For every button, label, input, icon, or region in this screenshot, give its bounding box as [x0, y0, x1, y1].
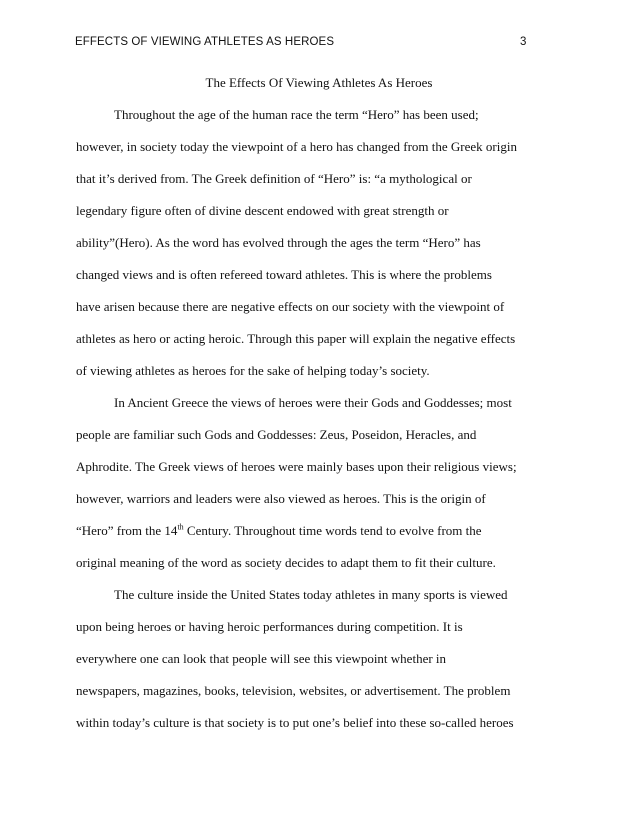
- paragraph-line: however, in society today the viewpoint of a hero has changed from the Greek origin: [76, 139, 517, 154]
- paragraph-line: newspapers, magazines, books, television, websites, or advertisement. The problem: [76, 683, 511, 698]
- paragraph-line: original meaning of the word as society decides to adapt them to fit their culture.: [76, 555, 496, 570]
- document-title: The Effects Of Viewing Athletes As Heroes: [205, 75, 433, 90]
- line-text: Century. Throughout time words tend to evolve from the: [183, 523, 482, 538]
- paragraph-line: athletes as hero or acting heroic. Through this paper will explain the negative effects: [76, 331, 516, 346]
- paragraph-line: within today’s culture is that society is to put one’s belief into these so-called heroes: [76, 715, 514, 730]
- paragraph-line: people are familiar such Gods and Goddesses: Zeus, Poseidon, Heracles, and: [76, 427, 477, 442]
- paragraph-line: of viewing athletes as heroes for the sake of helping today’s society.: [76, 363, 430, 378]
- paragraph-line: however, warriors and leaders were also viewed as heroes. This is the origin of: [76, 491, 486, 506]
- paragraph-line: ability”(Hero). As the word has evolved through the ages the term “Hero” has: [76, 235, 481, 250]
- paragraph-line: that it’s derived from. The Greek definition of “Hero” is: “a mythological or: [76, 171, 472, 186]
- superscript: th: [177, 522, 184, 532]
- line-text: “Hero” from the 14: [76, 523, 178, 538]
- paragraph-line: everywhere one can look that people will see this viewpoint whether in: [76, 651, 447, 666]
- paragraph-line: [76, 523, 482, 539]
- paragraph-line: Throughout the age of the human race the term “Hero” has been used;: [114, 107, 479, 122]
- paragraph-line: Aphrodite. The Greek views of heroes were mainly bases upon their religious views;: [76, 459, 517, 474]
- paragraph-line: changed views and is often refereed toward athletes. This is where the problems: [76, 267, 492, 282]
- paragraph-line: In Ancient Greece the views of heroes were their Gods and Goddesses; most: [114, 395, 512, 410]
- paragraph-line: legendary figure often of divine descent endowed with great strength or: [76, 203, 449, 218]
- paragraph-line: upon being heroes or having heroic performances during competition. It is: [76, 619, 463, 634]
- paragraph-line: The culture inside the United States today athletes in many sports is viewed: [114, 587, 508, 602]
- page-number: 3: [520, 36, 527, 48]
- paragraph-line: have arisen because there are negative effects on our society with the viewpoint of: [76, 299, 505, 314]
- running-head: EFFECTS OF VIEWING ATHLETES AS HEROES: [75, 36, 335, 48]
